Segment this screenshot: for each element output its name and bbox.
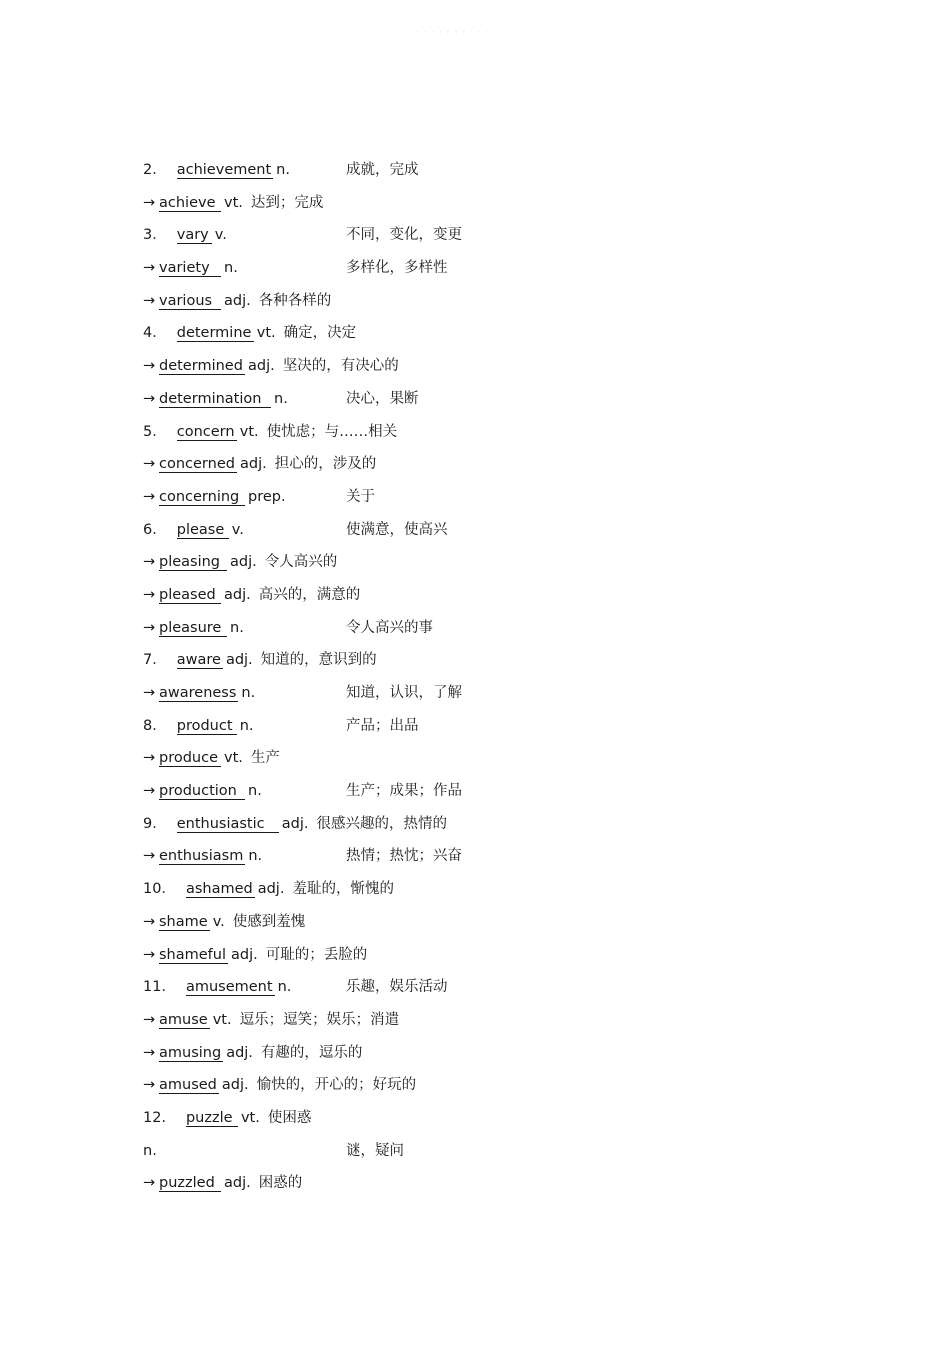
definition-column: 知道，认识，了解: [346, 685, 462, 701]
definition-column: 不同，变化，变更: [346, 227, 462, 244]
vocab-entry: [143, 317, 703, 350]
vocab-entry: [143, 1167, 703, 1200]
part-of-speech: adj.: [240, 456, 267, 473]
vocab-word: determined: [159, 358, 245, 375]
vocab-word: shameful: [159, 946, 226, 963]
derivation-arrow-icon: →: [143, 456, 156, 473]
vocab-entry: [143, 906, 703, 939]
vocab-entry: [143, 252, 703, 285]
entry-number: 11．: [143, 979, 176, 996]
definition-column: 生产；成果；作品: [346, 783, 462, 800]
derivation-arrow-icon: →: [143, 292, 156, 309]
vocab-entry: [143, 710, 703, 743]
entry-head: [143, 644, 377, 677]
derivation-arrow-icon: →: [143, 750, 156, 767]
vocab-word: enthusiastic: [177, 816, 279, 833]
entry-head: [143, 154, 290, 187]
vocab-word: enthusiasm: [159, 848, 244, 865]
entry-number: 6．: [143, 521, 167, 538]
part-of-speech: adj.: [224, 586, 251, 603]
entry-head: [143, 840, 262, 873]
vocab-word: puzzled: [159, 1175, 221, 1192]
part-of-speech: vt.: [224, 194, 243, 211]
entry-head: [143, 1004, 399, 1037]
definition-inline: 生产: [250, 750, 280, 767]
entry-number: 12．: [143, 1109, 176, 1126]
entry-head: [143, 187, 323, 220]
derivation-arrow-icon: →: [143, 1044, 156, 1061]
vocab-word: amused: [159, 1077, 217, 1094]
vocab-entry: [143, 808, 703, 841]
part-of-speech: n.: [248, 783, 262, 800]
part-of-speech: v.: [231, 521, 244, 538]
entry-head: [143, 383, 288, 416]
entry-head: [143, 906, 305, 939]
entry-head: [143, 546, 337, 579]
part-of-speech: adj.: [224, 292, 251, 309]
entry-number: 8．: [143, 717, 167, 734]
vocab-word: variety: [159, 260, 221, 277]
entry-head: [143, 514, 244, 547]
vocab-word: concerning: [159, 489, 245, 506]
definition-column: 热情；热忱；兴奋: [346, 848, 462, 865]
entry-head: [143, 285, 331, 318]
entry-head: [143, 416, 397, 449]
vocab-entry: [143, 187, 703, 220]
vocab-word: produce: [159, 750, 221, 767]
definition-inline: 使困惑: [267, 1109, 312, 1126]
derivation-arrow-icon: →: [143, 1175, 156, 1192]
part-of-speech: n.: [277, 979, 292, 996]
part-of-speech: v.: [212, 913, 225, 930]
vocab-entry: [143, 350, 703, 383]
derivation-arrow-icon: →: [143, 1011, 156, 1028]
definition-inline: 令人高兴的: [264, 554, 338, 571]
entry-number: 10．: [143, 881, 176, 898]
vocab-entry: [143, 546, 703, 579]
vocab-entry: [143, 383, 703, 416]
vocab-word: pleasing: [159, 554, 227, 571]
entry-head: [143, 677, 255, 710]
vocab-word: achieve: [159, 195, 221, 212]
vocab-word: vary: [177, 227, 212, 244]
vocab-entry: [143, 514, 703, 547]
vocab-entry: [143, 1135, 703, 1168]
definition-column: 谜，疑问: [346, 1142, 404, 1159]
entry-head: [143, 971, 291, 1004]
derivation-arrow-icon: →: [143, 848, 156, 865]
part-of-speech: n.: [143, 1142, 157, 1159]
vocab-entry: [143, 481, 703, 514]
part-of-speech: adj.: [281, 815, 309, 832]
vocab-word: product: [177, 718, 237, 735]
derivation-arrow-icon: →: [143, 946, 156, 963]
derivation-arrow-icon: →: [143, 390, 156, 407]
entry-head: [143, 612, 244, 645]
derivation-arrow-icon: →: [143, 488, 156, 505]
entry-number: 9．: [143, 815, 167, 832]
part-of-speech: vt.: [212, 1011, 232, 1028]
vocab-word: pleasure: [159, 620, 227, 637]
vocab-entry: [143, 873, 703, 906]
entry-head: [143, 481, 286, 514]
definition-inline: 高兴的，满意的: [258, 586, 361, 603]
definition-inline: 担心的，涉及的: [274, 456, 377, 473]
vocab-word: determination: [159, 391, 271, 408]
header-watermark: · · · · · · · · · · · · · ·: [385, 28, 490, 38]
vocab-word: puzzle: [186, 1110, 238, 1127]
entry-number: 3．: [143, 227, 167, 244]
definition-inline: 可耻的；丢脸的: [265, 946, 368, 963]
entry-number: 7．: [143, 652, 167, 669]
definition-column: 使满意，使高兴: [346, 521, 448, 538]
part-of-speech: n.: [224, 260, 238, 277]
definition-column: 令人高兴的事: [346, 619, 433, 636]
definition-inline: 坚决的，有决心的: [282, 358, 399, 375]
entry-head: [143, 775, 262, 808]
vocab-word: concern: [177, 424, 237, 441]
vocab-entry: [143, 285, 703, 318]
definition-column: 乐趣，娱乐活动: [346, 979, 448, 996]
vocab-word: various: [159, 293, 221, 310]
definition-inline: 使感到羞愧: [232, 913, 306, 930]
derivation-arrow-icon: →: [143, 586, 156, 603]
vocab-entry: [143, 1004, 703, 1037]
vocab-word: amusing: [159, 1044, 222, 1061]
vocab-entry: [143, 1102, 703, 1135]
part-of-speech: vt.: [256, 325, 276, 342]
derivation-arrow-icon: →: [143, 1077, 156, 1094]
entry-head: [143, 1069, 416, 1102]
vocab-word: aware: [176, 652, 221, 669]
part-of-speech: n.: [239, 717, 254, 734]
definition-inline: 确定，决定: [283, 325, 357, 342]
vocab-entry: [143, 742, 703, 775]
part-of-speech: n.: [276, 162, 290, 178]
definition-inline: 逗乐；逗笑；娱乐；消遣: [239, 1011, 400, 1028]
vocab-word: production: [159, 783, 245, 800]
definition-inline: 愉快的，开心的；好玩的: [256, 1077, 417, 1094]
entry-head: [143, 350, 399, 383]
definition-inline: 羞耻的，惭愧的: [292, 881, 394, 898]
entry-head: [143, 1037, 362, 1070]
definition-inline: 各种各样的: [258, 292, 332, 309]
vocab-entry: [143, 1037, 703, 1070]
entry-number: 4．: [143, 325, 167, 342]
vocab-entry: [143, 579, 703, 612]
entry-head: [143, 579, 360, 612]
part-of-speech: n.: [274, 390, 288, 407]
part-of-speech: adj.: [226, 1044, 253, 1061]
derivation-arrow-icon: →: [143, 554, 156, 571]
vocab-entry: [143, 416, 703, 449]
part-of-speech: vt.: [224, 750, 243, 767]
definition-column: 成就，完成: [346, 162, 419, 178]
part-of-speech: adj.: [221, 1077, 249, 1094]
entry-head: [143, 939, 367, 972]
entry-number: 2．: [143, 162, 167, 178]
entry-head: [143, 710, 254, 743]
part-of-speech: adj.: [248, 358, 275, 375]
definition-inline: 有趣的，逗乐的: [260, 1044, 363, 1061]
entry-head: [143, 873, 394, 906]
part-of-speech: adj.: [224, 1175, 251, 1192]
definition-column: 多样化，多样性: [346, 260, 448, 277]
definition-inline: 知道的，意识到的: [260, 652, 377, 669]
definition-inline: 使忧虑；与……相关: [266, 423, 398, 440]
definition-inline: 困惑的: [258, 1175, 303, 1192]
vocab-entry: [143, 971, 703, 1004]
vocab-word: ashamed: [185, 881, 253, 898]
part-of-speech: n.: [230, 619, 244, 636]
vocab-entry: [143, 644, 703, 677]
entry-head: [143, 252, 238, 285]
definition-column: 决心，果断: [346, 390, 419, 407]
vocab-word: shame: [159, 913, 208, 930]
derivation-arrow-icon: →: [143, 358, 156, 375]
entry-head: [143, 1102, 311, 1135]
vocab-entry: [143, 775, 703, 808]
vocab-word: concerned: [159, 456, 237, 473]
vocab-entry: [143, 219, 703, 252]
entry-head: [143, 317, 356, 350]
vocab-word: awareness: [159, 685, 237, 701]
part-of-speech: prep.: [248, 488, 286, 505]
derivation-arrow-icon: →: [143, 260, 156, 277]
vocab-word: pleased: [159, 587, 221, 604]
vocab-entry: [143, 840, 703, 873]
entry-head: [143, 219, 227, 252]
entry-head: [143, 448, 376, 481]
part-of-speech: adj.: [225, 652, 253, 669]
definition-inline: 很感兴趣的，热情的: [316, 815, 447, 832]
entry-head: [143, 742, 280, 775]
definition-column: 产品；出品: [346, 717, 419, 734]
entry-head: [143, 808, 447, 841]
vocab-word: please: [177, 522, 229, 539]
entry-head: [143, 1167, 302, 1200]
vocab-word: achievement: [176, 162, 272, 178]
vocab-word: determine: [177, 325, 254, 342]
definition-inline: 达到；完成: [250, 194, 324, 211]
part-of-speech: vt.: [239, 423, 259, 440]
part-of-speech: n.: [248, 848, 263, 865]
part-of-speech: adj.: [257, 881, 285, 898]
part-of-speech: n.: [241, 685, 256, 701]
derivation-arrow-icon: →: [143, 194, 156, 211]
part-of-speech: adj.: [230, 554, 257, 571]
vocab-entry: [143, 1069, 703, 1102]
derivation-arrow-icon: →: [143, 913, 156, 930]
entry-head: [143, 1135, 157, 1168]
part-of-speech: vt.: [240, 1109, 260, 1126]
derivation-arrow-icon: →: [143, 783, 156, 800]
vocab-entry: [143, 448, 703, 481]
vocab-entry: [143, 612, 703, 645]
definition-column: 关于: [346, 488, 375, 505]
vocabulary-list: [143, 154, 703, 1200]
derivation-arrow-icon: →: [143, 685, 156, 701]
vocab-entry: [143, 154, 703, 187]
derivation-arrow-icon: →: [143, 619, 156, 636]
vocab-word: amuse: [159, 1011, 208, 1028]
vocab-entry: [143, 677, 703, 710]
part-of-speech: adj.: [231, 946, 258, 963]
part-of-speech: v.: [214, 227, 227, 244]
vocab-word: amusement: [185, 979, 273, 996]
entry-number: 5．: [143, 423, 167, 440]
vocab-entry: [143, 939, 703, 972]
